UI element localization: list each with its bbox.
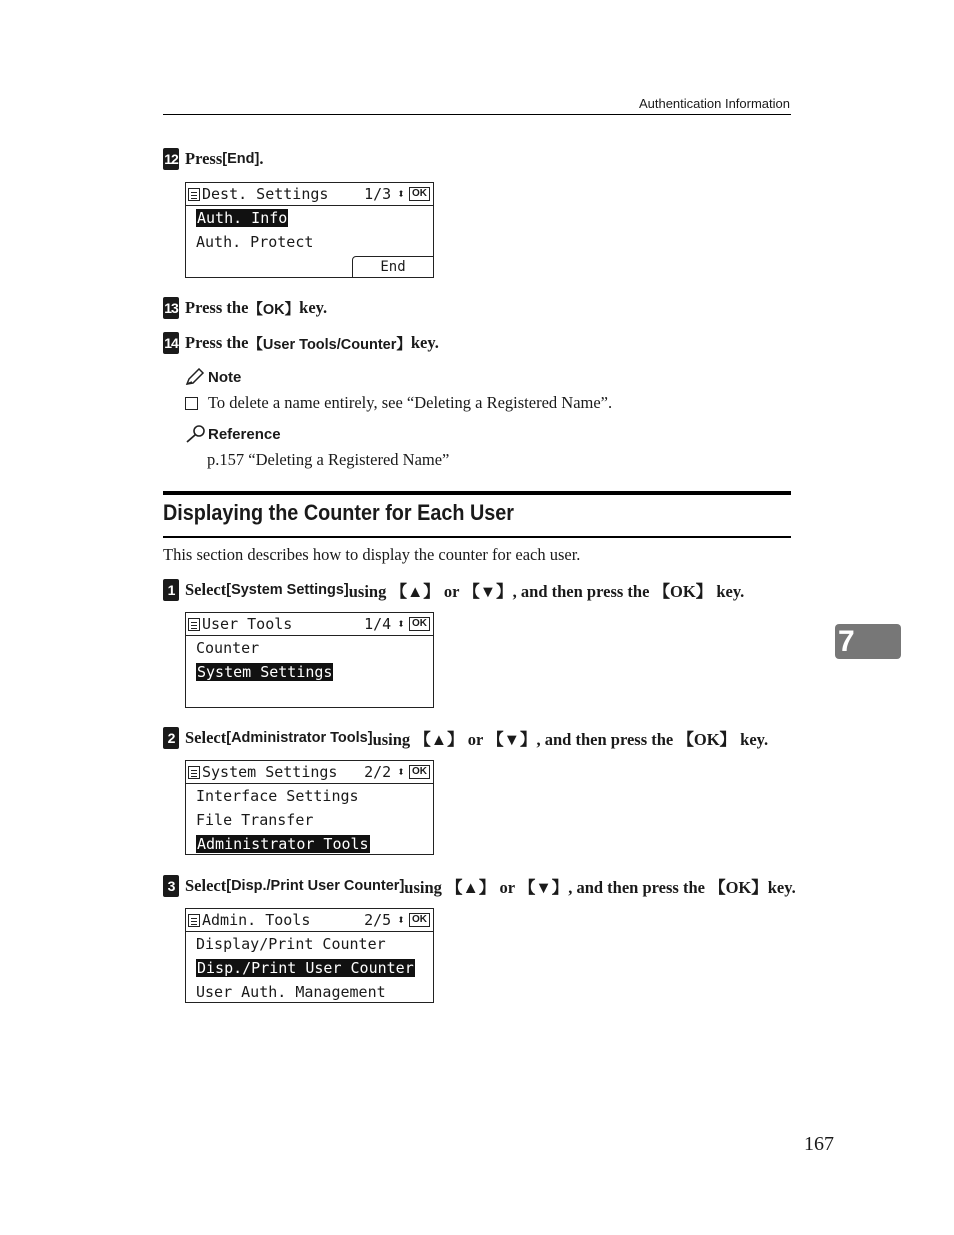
step-text-pre: Select xyxy=(185,580,227,599)
lcd-line: File Transfer xyxy=(196,811,314,829)
lcd-dest-settings xyxy=(185,182,434,278)
lcd-admin-tools xyxy=(185,908,434,1003)
lcd-page: 2/5 xyxy=(364,911,392,929)
step-text-pre: Select xyxy=(185,728,227,747)
lcd-title: Admin. Tools xyxy=(202,911,311,929)
lcd-system-settings xyxy=(185,760,434,855)
lcd-title-bar xyxy=(186,909,433,932)
step-key: [Administrator Tools] xyxy=(226,730,373,746)
step-text-post: using 【▲】 or 【▼】, and then press the 【OK】 key. xyxy=(348,582,745,601)
lcd-title-bar xyxy=(186,183,433,206)
lcd-line-selected: System Settings xyxy=(197,663,333,681)
magnifier-icon xyxy=(185,424,207,444)
menu-list-icon xyxy=(188,914,200,927)
note-text: To delete a name entirely, see “Deleting a Registered Name”. xyxy=(208,393,613,412)
checkbox-icon xyxy=(185,397,198,410)
step-14 xyxy=(163,332,439,354)
section-rule-top xyxy=(163,491,791,495)
step-number: 12 xyxy=(163,148,179,170)
chapter-tab: 7 xyxy=(835,624,901,659)
lcd-page: 2/2 xyxy=(364,763,392,781)
step-text-post: key. xyxy=(299,298,328,317)
lcd-title: System Settings xyxy=(202,763,338,781)
step-12 xyxy=(163,148,263,170)
menu-list-icon xyxy=(188,766,200,779)
step-3 xyxy=(163,874,796,898)
ok-key-icon: OK xyxy=(409,913,430,927)
step-key: 【OK】 xyxy=(248,301,300,318)
ok-key-icon: OK xyxy=(409,765,430,779)
lcd-line: Counter xyxy=(196,639,260,657)
step-text-pre: Press the xyxy=(185,333,249,352)
reference-text: p.157 “Deleting a Registered Name” xyxy=(207,450,450,469)
step-1 xyxy=(163,578,744,602)
lcd-page: 1/4 xyxy=(364,615,392,633)
section-title: Displaying the Counter for Each User xyxy=(163,500,514,525)
lcd-line: Interface Settings xyxy=(196,787,359,805)
updown-arrow-icon: ⬍ xyxy=(397,616,405,632)
ok-key-icon: OK xyxy=(409,617,430,631)
lcd-title-bar xyxy=(186,613,433,636)
lcd-title: Dest. Settings xyxy=(202,185,329,203)
step-text-pre: Press xyxy=(185,149,223,168)
step-text-post: using 【▲】 or 【▼】, and then press the 【OK】key. xyxy=(404,878,796,897)
updown-arrow-icon: ⬍ xyxy=(397,764,405,780)
updown-arrow-icon: ⬍ xyxy=(397,186,405,202)
step-text-post: key. xyxy=(410,333,439,352)
step-number: 3 xyxy=(163,875,179,897)
step-key: [System Settings] xyxy=(226,582,349,598)
lcd-line: Display/Print Counter xyxy=(196,935,386,953)
step-text-post: . xyxy=(259,149,264,168)
lcd-title-bar xyxy=(186,761,433,784)
reference-heading: Reference xyxy=(185,424,281,444)
lcd-line: User Auth. Management xyxy=(196,983,386,1001)
step-text-pre: Press the xyxy=(185,298,249,317)
step-key: [Disp./Print User Counter] xyxy=(226,878,405,894)
step-13 xyxy=(163,297,327,319)
section-rule-bottom xyxy=(163,536,791,538)
page-number: 167 xyxy=(804,1133,834,1155)
lcd-line-selected: Auth. Info xyxy=(197,209,288,227)
end-button[interactable]: End xyxy=(352,256,434,278)
step-text-pre: Select xyxy=(185,876,227,895)
step-number: 13 xyxy=(163,297,179,319)
header-rule xyxy=(163,114,791,115)
lcd-line-selected: Administrator Tools xyxy=(197,835,369,853)
step-text-post: using 【▲】 or 【▼】, and then press the 【OK】 key. xyxy=(372,730,769,749)
lcd-line-selected: Disp./Print User Counter xyxy=(197,959,414,977)
section-intro: This section describes how to display the counter for each user. xyxy=(163,545,581,564)
updown-arrow-icon: ⬍ xyxy=(397,912,405,928)
step-number: 1 xyxy=(163,579,179,601)
note-heading: Note xyxy=(185,368,241,386)
note-item xyxy=(185,393,612,413)
step-2 xyxy=(163,726,768,750)
step-key: 【User Tools/Counter】 xyxy=(248,336,411,353)
lcd-line: Auth. Protect xyxy=(196,233,314,251)
lcd-title: User Tools xyxy=(202,615,293,633)
running-header: Authentication Information xyxy=(638,96,790,111)
lcd-page: 1/3 xyxy=(364,185,392,203)
menu-list-icon xyxy=(188,188,200,201)
step-number: 2 xyxy=(163,727,179,749)
lcd-user-tools xyxy=(185,612,434,708)
pencil-icon xyxy=(185,368,205,386)
menu-list-icon xyxy=(188,618,200,631)
step-key: [End] xyxy=(222,151,260,167)
step-number: 14 xyxy=(163,332,179,354)
ok-key-icon: OK xyxy=(409,187,430,201)
